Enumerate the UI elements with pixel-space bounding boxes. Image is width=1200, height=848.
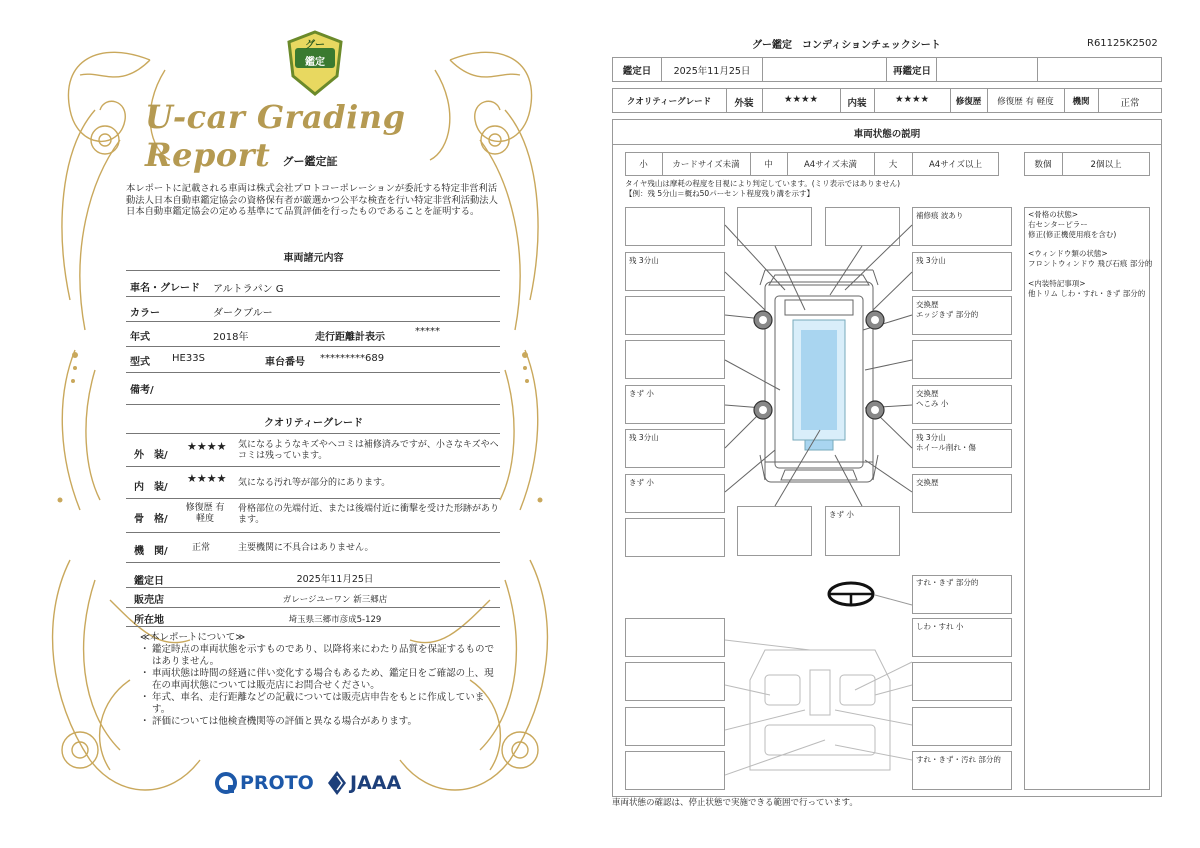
legend-count: 数個	[1034, 160, 1052, 170]
name-value: アルトラパン G	[213, 284, 284, 295]
interior-desc: 気になる汚れ等が部分的にあります。	[238, 478, 391, 488]
damage-box	[912, 296, 1012, 335]
exterior-label: 外 装/	[134, 450, 168, 461]
legend-mid-desc: A4サイズ未満	[803, 160, 858, 170]
note-item: ・ 鑑定時点の車両状態を示すものであり、以降将来にわたり品質を保証するものではありません。	[140, 644, 495, 667]
report-notes	[140, 632, 500, 728]
damage-box	[912, 252, 1012, 291]
damage-box	[912, 340, 1012, 379]
remarks-label: 備考/	[130, 385, 154, 396]
chassis-label: 車台番号	[265, 357, 305, 368]
interior-note: すれ・きず・汚れ 部分的	[916, 755, 1001, 764]
repair-value: 修復歴 有 軽度	[997, 97, 1054, 107]
model-value: HE33S	[172, 353, 205, 364]
odometer-value: *****	[415, 326, 440, 337]
window-state-heading: <ウィンドウ類の状態>	[1028, 249, 1108, 258]
model-label: 型式	[130, 357, 150, 368]
interior-box	[912, 707, 1012, 746]
address-value: 埼玉県三郷市彦成5-129	[288, 615, 382, 625]
frame-value: 修復歴 有 軽度	[185, 503, 225, 524]
damage-box	[625, 474, 725, 513]
interior-box	[912, 662, 1012, 701]
damage-note: 残 3分山 ホイール削れ・傷	[916, 433, 976, 452]
interior-box	[625, 751, 725, 790]
damage-note: 補修痕 波あり	[916, 211, 964, 220]
exterior-stars: ★★★★	[187, 440, 227, 453]
report-title: U-car Grading Report	[145, 98, 406, 174]
damage-note: きず 小	[629, 478, 654, 487]
damage-note: 残 3分山	[916, 256, 946, 265]
badge-bottom-text: 鑑定	[305, 57, 325, 68]
certificate-statement: 本レポートに記載される車両は株式会社プロトコーポレーションが委託する特定非営利活動法人日本自動車鑑定協会の資格保有者が厳選かつ公平な検査を行い特定非営利活動法人日本自動車鑑定協会の定める基準にて品質評価を行ったものであることを証明する。	[126, 183, 498, 218]
frame-desc: 骨格部位の先端付近、または後端付近に衝撃を受けた形跡があります。	[238, 504, 500, 525]
reappraisal-label: 再鑑定日	[892, 66, 931, 77]
damage-box	[912, 385, 1012, 424]
car-interior-diagram	[725, 630, 915, 780]
year-value: 2018年	[213, 332, 249, 343]
damage-note: 交換歴 へこみ 小	[916, 389, 949, 408]
quality-heading: クオリティーグレード	[264, 418, 363, 429]
legend-large: 大	[888, 160, 898, 170]
engine-value-sheet: 正常	[1120, 98, 1140, 109]
damage-note: 交換歴 エッジきず 部分的	[916, 300, 979, 319]
damage-box	[825, 207, 900, 246]
legend-small: 小	[639, 160, 648, 170]
legend-large-desc: A4サイズ以上	[928, 160, 983, 170]
interior-box	[625, 662, 725, 701]
sheet-code: R61125K2502	[1087, 38, 1158, 49]
shop-value: ガレージユーワン 新三郷店	[282, 595, 388, 605]
damage-box	[625, 429, 725, 468]
color-value: ダークブルー	[213, 308, 273, 319]
engine-value: 正常	[192, 543, 211, 553]
sheet-title: グー鑑定 コンディションチェックシート	[752, 40, 941, 51]
damage-box	[625, 340, 725, 379]
frame-state-2: 修正(修正機使用痕を含む)	[1028, 230, 1117, 239]
leader-line	[875, 590, 915, 610]
appraisal-date-value: 2025年11月25日	[296, 574, 374, 585]
engine-label-sheet: 機関	[1072, 97, 1090, 107]
repair-label: 修復歴	[955, 97, 982, 107]
exterior-desc: 気になるようなキズやヘコミは補修済みですが、小さなキズやヘコミは残っています。	[238, 440, 499, 461]
grade-label: クオリティーグレード	[626, 97, 712, 107]
int-label: 内装	[847, 98, 867, 109]
interior-box	[912, 618, 1012, 657]
window-state-1: フロントウィンドウ 飛び石痕 部分的	[1028, 259, 1153, 268]
note-item: ・ 年式、車名、走行距離などの記載については販売店申告をもとに作成しています。	[140, 692, 485, 715]
interior-box	[912, 751, 1012, 790]
date-row	[612, 57, 1162, 82]
color-label: カラー	[130, 308, 160, 319]
shop-label: 販売店	[134, 595, 164, 606]
interior-stars: ★★★★	[187, 472, 227, 485]
badge-top-text: グー	[305, 40, 325, 51]
damage-box	[625, 296, 725, 335]
chassis-value: *********689	[320, 353, 385, 364]
interior-note: すれ・きず 部分的	[916, 578, 979, 587]
interior-box	[625, 618, 725, 657]
state-panel	[612, 119, 1162, 797]
interior-label: 内 装/	[134, 482, 168, 493]
interior-note: しわ・すれ 小	[916, 622, 964, 631]
note-item: ・ 車両状態は時間の経過に伴い変化する場合もあるため、鑑定日をご確認の上、現在の車両状態については販売店にお問合せください。	[140, 668, 494, 691]
tire-note-2: 【例：残 5分山＝概ね50パーセント程度残り溝を示す】	[625, 189, 815, 198]
frame-state-1: 右センターピラー	[1028, 220, 1088, 229]
damage-note: きず 小	[829, 510, 854, 519]
ext-stars: ★★★★	[783, 94, 819, 105]
frame-state-heading: <骨格の状態>	[1028, 210, 1079, 219]
appraisal-date-label: 鑑定日	[134, 576, 164, 587]
state-heading: 車両状態の説明	[853, 129, 921, 140]
damage-box	[912, 474, 1012, 513]
interior-box	[625, 707, 725, 746]
grade-row	[612, 88, 1162, 113]
damage-box	[737, 207, 812, 246]
specs-heading: 車両諸元内容	[283, 253, 344, 264]
sheet-date-label: 鑑定日	[622, 66, 652, 77]
tire-note-1: タイヤ残山は摩耗の程度を目視により判定しています。(ミリ表示ではありません)	[625, 179, 901, 188]
int-stars: ★★★★	[894, 94, 930, 105]
ext-label: 外装	[734, 98, 754, 109]
legend-mid: 中	[764, 160, 773, 170]
steering-wheel-icon	[826, 580, 876, 610]
certificate-heading: グー鑑定証	[282, 155, 338, 168]
damage-box	[625, 207, 725, 246]
year-label: 年式	[130, 332, 150, 343]
legend-count-desc: 2個以上	[1090, 160, 1122, 170]
damage-box	[737, 506, 812, 556]
jaaa-logo-icon	[327, 770, 347, 796]
engine-label: 機 関/	[134, 546, 168, 557]
interior-remarks-1: 他トリム しわ・すれ・きず 部分的	[1028, 289, 1146, 298]
note-item: ・ 評価については他検査機関等の評価と異なる場合があります。	[140, 716, 418, 727]
damage-box	[625, 518, 725, 557]
frame-label: 骨 格/	[134, 514, 168, 525]
interior-box	[912, 575, 1012, 614]
count-legend	[1024, 152, 1150, 176]
sheet-footer: 車両状態の確認は、停止状態で実施できる範囲で行っています。	[612, 798, 858, 808]
jaaa-logo: JAAA	[350, 772, 402, 794]
sheet-date-value: 2025年11月25日	[673, 66, 751, 77]
proto-logo: PROTO	[240, 772, 314, 794]
address-label: 所在地	[134, 615, 164, 626]
name-label: 車名・グレード	[130, 283, 200, 294]
notes-heading: ≪本レポートについて≫	[140, 632, 246, 643]
damage-note: きず 小	[629, 389, 654, 398]
odometer-label: 走行距離計表示	[315, 332, 385, 343]
damage-box	[912, 207, 1012, 246]
remarks-panel	[1024, 207, 1153, 790]
interior-remarks-heading: <内装特記事項>	[1028, 279, 1086, 288]
size-legend	[625, 152, 999, 176]
proto-logo-icon	[214, 771, 238, 795]
damage-box	[912, 429, 1012, 468]
damage-box	[825, 506, 900, 556]
engine-desc: 主要機関に不具合はありません。	[238, 543, 374, 553]
damage-note: 残 3分山	[629, 256, 659, 265]
legend-small-desc: カードサイズ未満	[672, 160, 740, 170]
damage-note: 交換歴	[916, 478, 939, 487]
damage-box	[625, 385, 725, 424]
damage-note: 残 3分山	[629, 433, 659, 442]
damage-box	[625, 252, 725, 291]
car-exterior-diagram	[625, 200, 1015, 570]
